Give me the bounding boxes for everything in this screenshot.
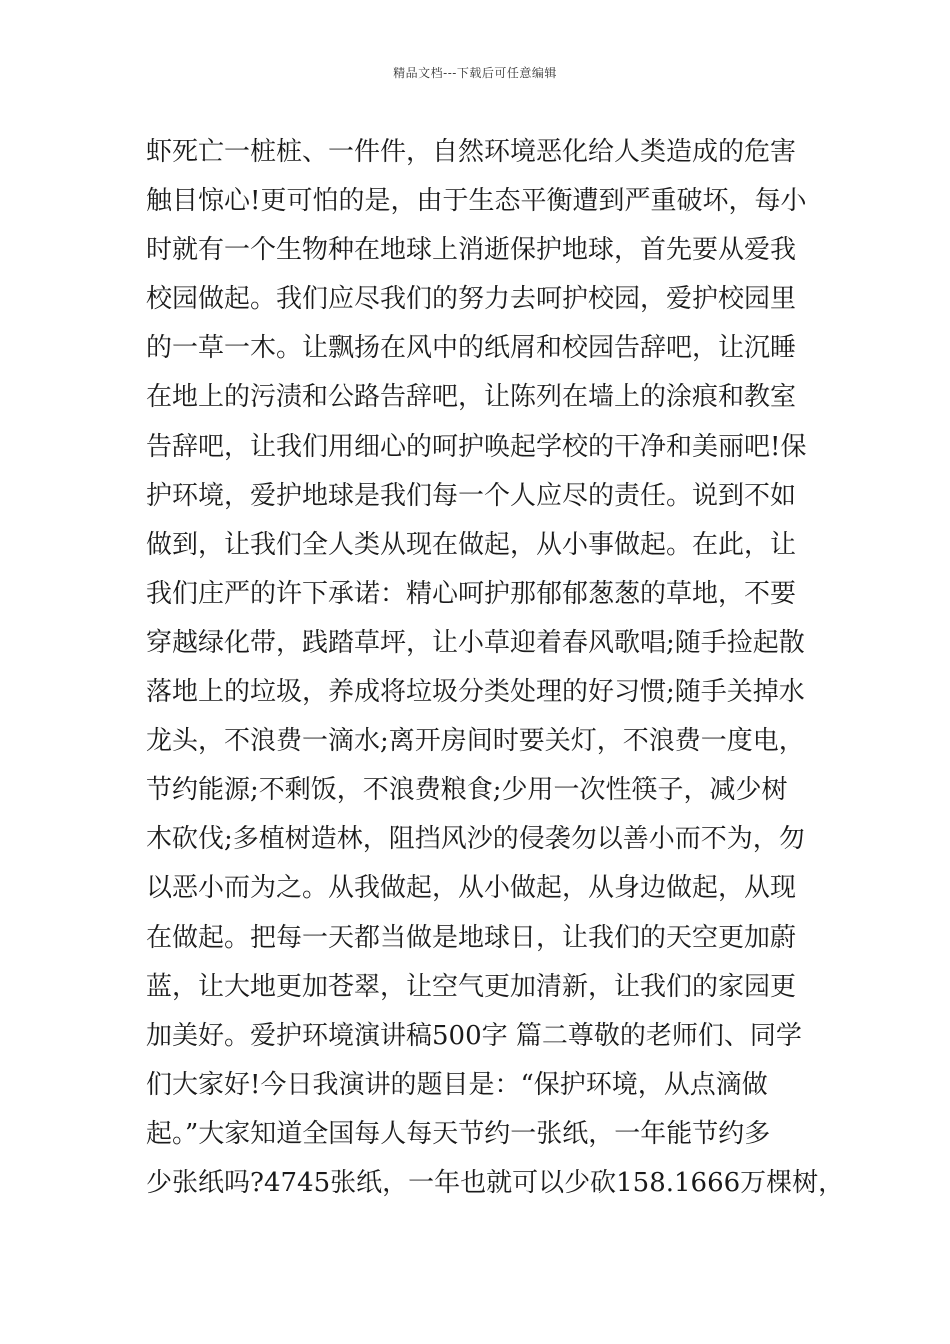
text-line: 在地上的污渍和公路告辞吧，让陈列在墙上的涂痕和教室 [146, 382, 797, 413]
text-line: 护环境，爱护地球是我们每一个人应尽的责任。说到不如 [146, 480, 797, 511]
text-line: 起。”大家知道全国每人每天节约一张纸，一年能节约多 [146, 1118, 771, 1149]
text-line: 少张纸吗?4745张纸，一年也就可以少砍158.1666万棵树， [146, 1167, 845, 1198]
text-line: 的一草一木。让飘扬在风中的纸屑和校园告辞吧，让沉睡 [146, 333, 797, 364]
text-line: 校园做起。我们应尽我们的努力去呵护校园，爱护校园里 [146, 284, 797, 315]
text-line: 在做起。把每一天都当做是地球日，让我们的天空更加蔚 [146, 922, 797, 953]
text-line: 时就有一个生物种在地球上消逝保护地球，首先要从爱我 [146, 235, 797, 266]
text-line: 蓝，让大地更加苍翠，让空气更加清新，让我们的家园更 [146, 971, 797, 1002]
body-text [146, 128, 845, 1208]
text-line: 龙头，不浪费一滴水;离开房间时要关灯，不浪费一度电， [146, 726, 805, 757]
text-line: 节约能源;不剩饭，不浪费粮食;少用一次性筷子，减少树 [146, 775, 788, 806]
text-line: 落地上的垃圾，养成将垃圾分类处理的好习惯;随手关掉水 [146, 677, 805, 708]
text-line: 我们庄严的许下承诺：精心呵护那郁郁葱葱的草地，不要 [146, 578, 797, 609]
text-line: 触目惊心!更可怕的是，由于生态平衡遭到严重破坏，每小 [146, 186, 807, 217]
text-line: 以恶小而为之。从我做起，从小做起，从身边做起，从现 [146, 873, 797, 904]
text-line: 们大家好!今日我演讲的题目是：“保护环境，从点滴做 [146, 1069, 768, 1100]
page-header: 精品文档---下载后可任意编辑 [393, 66, 557, 80]
text-line: 虾死亡一桩桩、一件件，自然环境恶化给人类造成的危害 [146, 137, 797, 167]
text-line: 加美好。爱护环境演讲稿500字 篇二尊敬的老师们、同学 [146, 1020, 802, 1051]
text-line: 做到，让我们全人类从现在做起，从小事做起。在此，让 [146, 529, 797, 560]
text-line: 木砍伐;多植树造林，阻挡风沙的侵袭勿以善小而不为，勿 [146, 824, 805, 855]
text-line: 穿越绿化带，践踏草坪，让小草迎着春风歌唱;随手捡起散 [146, 627, 805, 658]
text-line: 告辞吧，让我们用细心的呵护唤起学校的干净和美丽吧!保 [146, 431, 807, 462]
